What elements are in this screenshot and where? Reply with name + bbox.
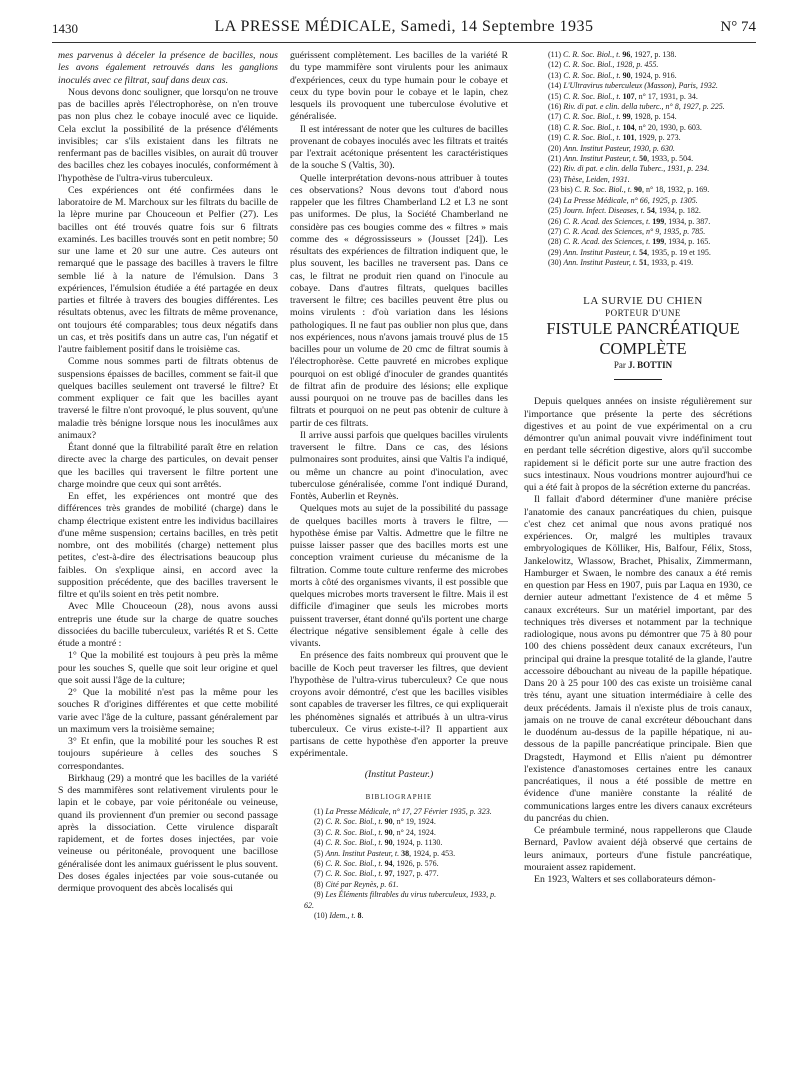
reference-text: Riv. di pat. e clin. della tuberc., n° 8, 1927, p. 225. (563, 102, 725, 112)
reference-item (524, 175, 752, 185)
reference-details: , 1924, p. 1130. (392, 838, 443, 848)
article-heading (524, 295, 752, 381)
reference-text: Riv. di pat. e clin. della Tuberc., 1931, p. 234. (563, 164, 710, 174)
reference-item (524, 185, 752, 195)
paragraph: Il arrive aussi parfois que quelques bacilles virulents traversent le filtre. Dans ce cas, des lésions pulmonaires sont produites, ainsi que Valtis l'a indiqué, ou même un chancre au point d'inoculation, avec tuberculose généralisée, comme l'ont indiqué Durand, Fontès, Auberlin et Reynès. (290, 429, 508, 502)
reference-text: C. R. Soc. Biol., t. (325, 827, 383, 837)
reference-item (524, 102, 752, 112)
reference-details: , n° 24, 1924. (392, 827, 436, 837)
reference-volume: 107 (622, 91, 635, 101)
reference-volume: 90 (622, 70, 631, 80)
reference-details: , n° 19, 1924. (392, 817, 436, 827)
paragraph: guérissent complètement. Les bacilles de la variété R du type mammifère sont virulents pour les animaux d'expériences, ceux du type humain pour le cobaye et ceux du type bovin pour le cobaye et le lapin, chez lesquels ils provoquent une tuberculose évolutive et généralisée. (290, 50, 508, 123)
reference-number: (28) (548, 237, 562, 247)
reference-item (524, 92, 752, 102)
reference-text: Ann. Institut Pasteur, 1930, p. 630. (563, 143, 675, 153)
paragraph: Ce préambule terminé, nous rappellerons que Claude Bernard, Pavlow avaient déjà observé que certains de leurs animaux, porteurs d'une fistule pancréatique, mouraient assez rapidement. (524, 825, 752, 873)
reference-text: Journ. Infect. Diseases, t. (563, 206, 645, 216)
reference-details: , 1933, p. 504. (647, 154, 694, 164)
reference-volume: 94 (384, 859, 393, 869)
reference-item (524, 60, 752, 70)
paragraph: Ces expériences ont été confirmées dans le laboratoire de M. Marchoux sur les filtrats du bacille de la lèpre murine par Chouceoun et Pelfier (27). Les bacilles ont été trouvés quatre fois sur 6 filtrats examinés. Les bacilles trouvés sont en petit nombre; 50 sur une lame et 20 sur une autre. Ces auteurs ont remarqué que le passage des bacilles à travers le filtre semble lié à la nature de l'émulsion. Dans 3 expériences, l'émulsion étudiée a été partagée en deux parties et filtrée à travers des bougies différentes. Les résultats obtenus, avec les filtrats de même provenance, ont toujours été comparables; tous deux négatifs dans un cas, et très positifs dans un autre cas, l'un négatif et l'autre faiblement positif dans le troisième cas. (58, 184, 278, 355)
reference-text: C. R. Soc. Biol., t. (563, 91, 621, 101)
reference-volume: 90 (634, 185, 642, 195)
reference-volume: 54 (646, 206, 655, 216)
reference-number: (5) (314, 848, 324, 858)
column-1 (58, 50, 278, 1075)
reference-number: (22) (548, 164, 562, 174)
reference-text: C. R. Acad. des Sciences, t. (563, 237, 651, 247)
reference-volume: 97 (384, 869, 393, 879)
reference-text: C. R. Acad. des Sciences, n° 9, 1935, p. 785. (563, 226, 706, 236)
reference-item (290, 890, 508, 911)
reference-item (290, 859, 508, 869)
reference-text: C. R. Soc. Biol., t. (325, 859, 383, 869)
reference-text: La Presse Médicale, n° 17, 27 Février 1935, p. 323. (325, 807, 492, 816)
reference-text: Ann. Institut Pasteur, t. (325, 848, 400, 858)
reference-item (290, 869, 508, 879)
reference-volume: 96 (622, 50, 631, 59)
reference-text: Thèse, Leiden, 1931. (563, 174, 630, 184)
article-title-line-3: FISTULE PANCRÉATIQUE (546, 319, 740, 339)
paragraph: Étant donné que la filtrabilité paraît être en relation directe avec la charge des particules, on devait penser que les bacilles qui traversent le filtre portent une charge moindre que ceux qui sont arrêtés. (58, 442, 278, 490)
paragraph: Avec Mlle Chouceoun (28), nous avons aussi entrepris une étude sur la charge de quatre souches dissociées du bacille tuberculeux, variétés R et S. Cette étude a montré : (58, 601, 278, 649)
reference-volume: 199 (652, 237, 665, 247)
reference-text: C. R. Soc. Biol., t. (563, 122, 621, 132)
reference-item (290, 838, 508, 848)
reference-text: La Presse Médicale, n° 66, 1925, p. 1305. (563, 195, 698, 205)
paragraph: Quelques mots au sujet de la possibilité du passage de quelques bacilles morts à travers le filtre, — hypothèse émise par Valtis. Admettre que le filtre ne puisse laisser passer que des bacilles morts est une conception vraiment curieuse du mécanisme de la filtration. Comme toute culture renferme des microbes morts à côté des organismes vivants, il est possible que quelques microbes morts traversent le filtre. Mais il est difficile d'imaginer que seuls les microbes morts puissent traverser, étant donné qu'ils portent une charge électrique négative sensiblement égale à celle des vivants. (290, 503, 508, 649)
paragraph: Depuis quelques années on insiste régulièrement sur l'importance que présente la perte des sécrétions digestives et au point de vue expérimental on a cru démontrer qu'un animal pouvait vivre indéfiniment tout en perdant telle sécrétion digestive, alors qu'il succombe rapidement si le déficit porte sur une autre fraction des sucs intestinaux. Nous voudrions montrer aujourd'hui ce qui a été fait à propos de la sécrétion externe du pancréas. (524, 396, 752, 494)
reference-text: C. R. Acad. des Sciences, t. (563, 216, 651, 226)
bibliography-heading: BIBLIOGRAPHIE (365, 792, 433, 801)
reference-number: (10) (314, 911, 328, 921)
reference-number: (11) (548, 50, 562, 59)
reference-volume: 90 (384, 817, 393, 827)
reference-item (524, 81, 752, 91)
reference-number: (24) (548, 195, 562, 205)
reference-volume: 38 (401, 848, 410, 858)
article-title-line-1: LA SURVIE DU CHIEN (583, 294, 703, 307)
reference-text: C. R. Soc. Biol., t. (563, 70, 621, 80)
reference-details: , 1927, p. 138. (630, 50, 677, 59)
reference-volume: 8 (357, 911, 362, 921)
reference-volume: 90 (384, 827, 393, 837)
reference-number: (7) (314, 869, 324, 879)
reference-text: Les Éléments filtrables du virus tuberculeux, 1933, p. 62. (304, 890, 497, 910)
reference-number: (23 bis) (548, 185, 573, 195)
reference-number: (23) (548, 174, 562, 184)
reference-number: (13) (548, 70, 562, 80)
reference-number: (2) (314, 817, 324, 827)
reference-volume: 104 (622, 122, 635, 132)
reference-text: C. R. Soc. Biol., t. (325, 838, 383, 848)
reference-text: C. R. Soc. Biol., t. (563, 50, 621, 59)
reference-item (524, 217, 752, 227)
reference-number: (16) (548, 102, 562, 112)
reference-details: . (361, 911, 364, 921)
reference-item (524, 258, 752, 268)
reference-number: (1) (314, 807, 324, 816)
reference-number: (17) (548, 112, 562, 122)
reference-number: (18) (548, 122, 562, 132)
reference-item (290, 849, 508, 859)
reference-item (524, 112, 752, 122)
reference-number: (25) (548, 206, 562, 216)
paragraph: Il est intéressant de noter que les cultures de bacilles provenant de cobayes inoculés avec les filtrats et traités par l'extrait acétonique présentent les caractéristiques de la souche S (Valtis, 30). (290, 123, 508, 172)
reference-number: (14) (548, 81, 562, 91)
paragraph: 1° Que la mobilité est toujours à peu près la même pour les souches S, quelle que soit leur origine et quel que soit aussi l'âge de la culture; (58, 650, 278, 686)
reference-number: (29) (548, 247, 562, 257)
reference-details: , 1934, p. 387. (664, 216, 711, 226)
reference-number: (3) (314, 827, 324, 837)
reference-item (290, 880, 508, 890)
reference-text: C. R. Soc. Biol., t. (574, 185, 632, 195)
paragraph: Nous devons donc souligner, que lorsqu'on ne trouve pas de bacilles après l'électrophorèse, on n'en trouve pas non plus chez le cobaye inoculé avec ce liquide. Cela exclut la possibilité de la présence d'éléments invisibles; car s'ils existaient dans les filtrats ne renfermant pas de bacilles visibles, on aurait dû trouver des bacilles chez les cobayes inoculés, conformément à l'hypothèse de l'ultra-virus tuberculeux. (58, 86, 278, 184)
bibliography-list-continued (524, 50, 752, 269)
column-3 (524, 50, 752, 1075)
paragraph: En effet, les expériences ont montré que des différences très grandes de mobilité (charge) dans le champ électrique existent entre les individus bacillaires d'une même suspension; certains bacilles, en très petit nombre, ont des mobilités (charge) nettement plus petites, c'est-à-dire des électrisations beaucoup plus faibles. On s'explique ainsi, en accord avec la supposition précédente, que des bacilles traversent le filtre et qu'ils soient en très petit nombre. (58, 491, 278, 600)
paragraph: 3° Et enfin, que la mobilité pour les souches R est toujours supérieure à celles des souches S correspondantes. (58, 736, 278, 772)
reference-item (524, 196, 752, 206)
reference-details: , 1929, p. 273. (634, 133, 681, 143)
reference-volume: 199 (652, 216, 665, 226)
paragraph: Comme nous sommes parti de filtrats obtenus de suspensions épaisses de bacilles, comment se fait-il que quelques bacilles seulement ont traversé le filtre? Et comment expliquer ce fait que les bacilles ayant traversé le filtre n'ont provoqué, le plus souvent, qu'une maladie très bénigne lorsque nous les inoculâmes aux animaux? (58, 356, 278, 441)
reference-number: (15) (548, 91, 562, 101)
reference-number: (30) (548, 258, 562, 268)
reference-details: , n° 20, 1930, p. 603. (634, 122, 702, 132)
reference-number: (26) (548, 216, 562, 226)
reference-number: (12) (548, 60, 562, 70)
reference-text: C. R. Soc. Biol., 1928, p. 455. (563, 60, 659, 70)
reference-item (524, 71, 752, 81)
reference-text: C. R. Soc. Biol., t. (325, 869, 383, 879)
reference-number: (9) (314, 890, 324, 900)
reference-item (524, 248, 752, 258)
paragraph: mes parvenus à déceler la présence de bacilles, nous les avons également retrouvés dans les ganglions inoculés avec ce filtrat, sauf dans deux cas. (58, 50, 278, 86)
paragraph: Il fallait d'abord déterminer d'une manière précise l'anatomie des canaux pancréatiques du chien, puisque c'est chez cet animal que nous avons pratiqué nos expériences. Or, malgré les multiples travaux embryologiques de Kölliker, His, Balfour, Félix, Stoss, Jankelowitz, Wlassow, Brachet, Phisalix, Zimmermann, Hamburger et Swaen, le nombre des canaux a été remis en question par Hess en 1907, puis par Laqua en 1930, ce dernier auteur admettant l'existence de 4 et même 5 canaux excréteurs. Sur un matériel important, par des techniques très diverses et notamment par la technique radiologique, nous avons pu démontrer que 75 à 80 pour 100 des chiens possèdent deux canaux excréteurs, l'un principal qui draine la presque totalité de la glande, l'autre accessoire débouchant au niveau de la papille hépatique. Dans 20 à 25 pour 100 des cas existe un troisième canal très ténu, ayant une situation intermédiaire à celle des deux précédents. Jamais il n'existe plus de trois canaux, jamais on ne trouve de canal excréteur débouchant dans le duodénum au-dessus de la papille hépatique, ni au-dessous de la papille pancréatique principale. Bien que Dragstedt, Haymond et Ellis n'aient pu démontrer l'existence d'anastomoses certaines entre les canaux pancréatiques, il nous a été possible de mettre en évidence d'une manière constante la réalité de communications larges entre les divers canaux excréteurs du pancréas du chien. (524, 494, 752, 824)
article-title-line-2: PORTEUR D'UNE (605, 307, 681, 318)
reference-number: (20) (548, 143, 562, 153)
reference-item (524, 206, 752, 216)
author-name: J. BOTTIN (628, 360, 673, 371)
reference-volume: 99 (622, 112, 631, 122)
reference-text: Idem., t. (329, 911, 356, 921)
reference-item (290, 911, 508, 921)
reference-number: (27) (548, 226, 562, 236)
reference-details: , 1927, p. 477. (392, 869, 439, 879)
reference-details: , 1934, p. 182. (654, 206, 701, 216)
paragraph: Birkhaug (29) a montré que les bacilles de la variété S des mammifères sont relativement virulents pour le lapin et le cobaye, par voie péritonéale ou veineuse, quand ils proviennent d'un premier ou second passage après la dissociation. Cette virulence disparaît rapidement, et de fortes doses injectées, par voie veineuse ou péritonéale, provoquent une bacillose généralisée dont les animaux guérissent le plus souvent. Des doses égales injectées par voie sous-cutanée ou dermique provoquent des abcès localisés qui (58, 772, 278, 894)
paragraph: En présence des faits nombreux qui prouvent que le bacille de Koch peut traverser les filtres, que devient l'hypothèse de l'ultra-virus tuberculeux? Ce que nous croyons avoir démontré, c'est que les bacilles visibles sont capables de traverser les filtres, ce qui expliquerait les phénomènes signalés et attribués à un ultra-virus tuberculeux. Ce virus existe-t-il? Il appartient aux partisans de cette hypothèse d'en apporter la preuve expérimentale. (290, 650, 508, 760)
reference-number: (4) (314, 838, 324, 848)
reference-details: , 1928, p. 154. (630, 112, 677, 122)
paragraph: Quelle interprétation devons-nous attribuer à toutes ces observations? Nous devons tout d'abord nous rappeler que les filtres Chamberland L2 et L3 ne sont pas uniformes. De plus, la Société Chamberland ne considère pas ces bougies comme des « filtres » mais comme des « dégrossisseurs » (Jousset [24]). Les résultats des expériences de filtration indiquent que, le plus souvent, les bacilles ne traversent pas. Dans ce cas, le filtrat ne produit rien quand on l'inocule au cobaye. Dans d'autres filtrats, quelques bacilles traversent le filtre; ces bacilles peuvent être plus ou moins virulents : d'où variation dans les lésions pathologiques. Il ne faut pas oublier non plus que, dans nos expériences, nous n'avons jamais trouvé plus de 15 bacilles pour un volume de 20 cmc de filtrat soumis à l'électrophorèse. Cette pauvreté en microbes explique pourquoi on est obligé d'inoculer de grandes quantités de filtrat afin de produire des lésions; elle explique aussi pourquoi on ne trouve pas de bacilles dans les filtrats et pourquoi on ne peut pas obtenir de culture à partir de ces filtrats. (290, 172, 508, 429)
reference-number: (8) (314, 879, 324, 889)
reference-text: C. R. Soc. Biol., t. (563, 133, 621, 143)
column-2 (290, 50, 508, 1075)
reference-text: L'Ultravirus tuberculeux (Masson), Paris, 1932. (563, 81, 718, 91)
reference-number: (19) (548, 133, 562, 143)
reference-volume: 51 (639, 258, 648, 268)
reference-text: Ann. Institut Pasteur, t. (563, 258, 638, 268)
author-prefix: Par (613, 360, 626, 371)
reference-text: Ann. Institut Pasteur, t. (563, 247, 638, 257)
reference-text: Cité par Reynès, p. 61. (325, 879, 399, 889)
page-header (52, 16, 756, 43)
reference-item (524, 50, 752, 60)
article-author (524, 359, 752, 371)
reference-details: , 1933, p. 419. (647, 258, 694, 268)
reference-volume: 90 (384, 838, 393, 848)
reference-item (524, 227, 752, 237)
page-number: 1430 (52, 21, 78, 36)
institution-signoff: (Institut Pasteur.) (364, 768, 434, 780)
title-rule (614, 379, 662, 380)
reference-volume: 101 (622, 133, 635, 143)
reference-text: C. R. Soc. Biol., t. (563, 112, 621, 122)
reference-details: , n° 17, 1931, p. 34. (634, 91, 698, 101)
reference-item (524, 144, 752, 154)
reference-item (524, 237, 752, 247)
reference-number: (6) (314, 859, 324, 869)
reference-details: , n° 18, 1932, p. 169. (642, 185, 710, 195)
bibliography-list (290, 807, 508, 921)
reference-item (524, 154, 752, 164)
reference-details: , 1935, p. 19 et 195. (647, 247, 711, 257)
reference-item (524, 123, 752, 133)
reference-text: Ann. Institut Pasteur, t. (563, 154, 638, 164)
article-title-line-4: COMPLÈTE (599, 339, 687, 359)
reference-details: , 1924, p. 916. (630, 70, 677, 80)
reference-volume: 50 (639, 154, 648, 164)
reference-number: (21) (548, 154, 562, 164)
journal-title: LA PRESSE MÉDICALE, Samedi, 14 Septembre 1935 (214, 18, 594, 35)
paragraph: 2° Que la mobilité n'est pas la même pour les souches R d'origines différentes et que cette mobilité varie avec l'âge de la culture, passant généralement par un maximum vers la troisième semaine; (58, 687, 278, 735)
reference-volume: 54 (639, 247, 648, 257)
reference-details: , 1924, p. 453. (409, 848, 456, 858)
reference-item (290, 828, 508, 838)
paragraph: En 1923, Walters et ses collaborateurs démon- (534, 874, 716, 886)
issue-number: N° 74 (720, 19, 756, 35)
reference-details: , 1926, p. 576. (392, 859, 439, 869)
reference-item (524, 133, 752, 143)
reference-item (524, 164, 752, 174)
reference-details: , 1934, p. 165. (664, 237, 711, 247)
reference-text: C. R. Soc. Biol., t. (325, 817, 383, 827)
reference-item (290, 817, 508, 827)
reference-item (290, 807, 508, 817)
